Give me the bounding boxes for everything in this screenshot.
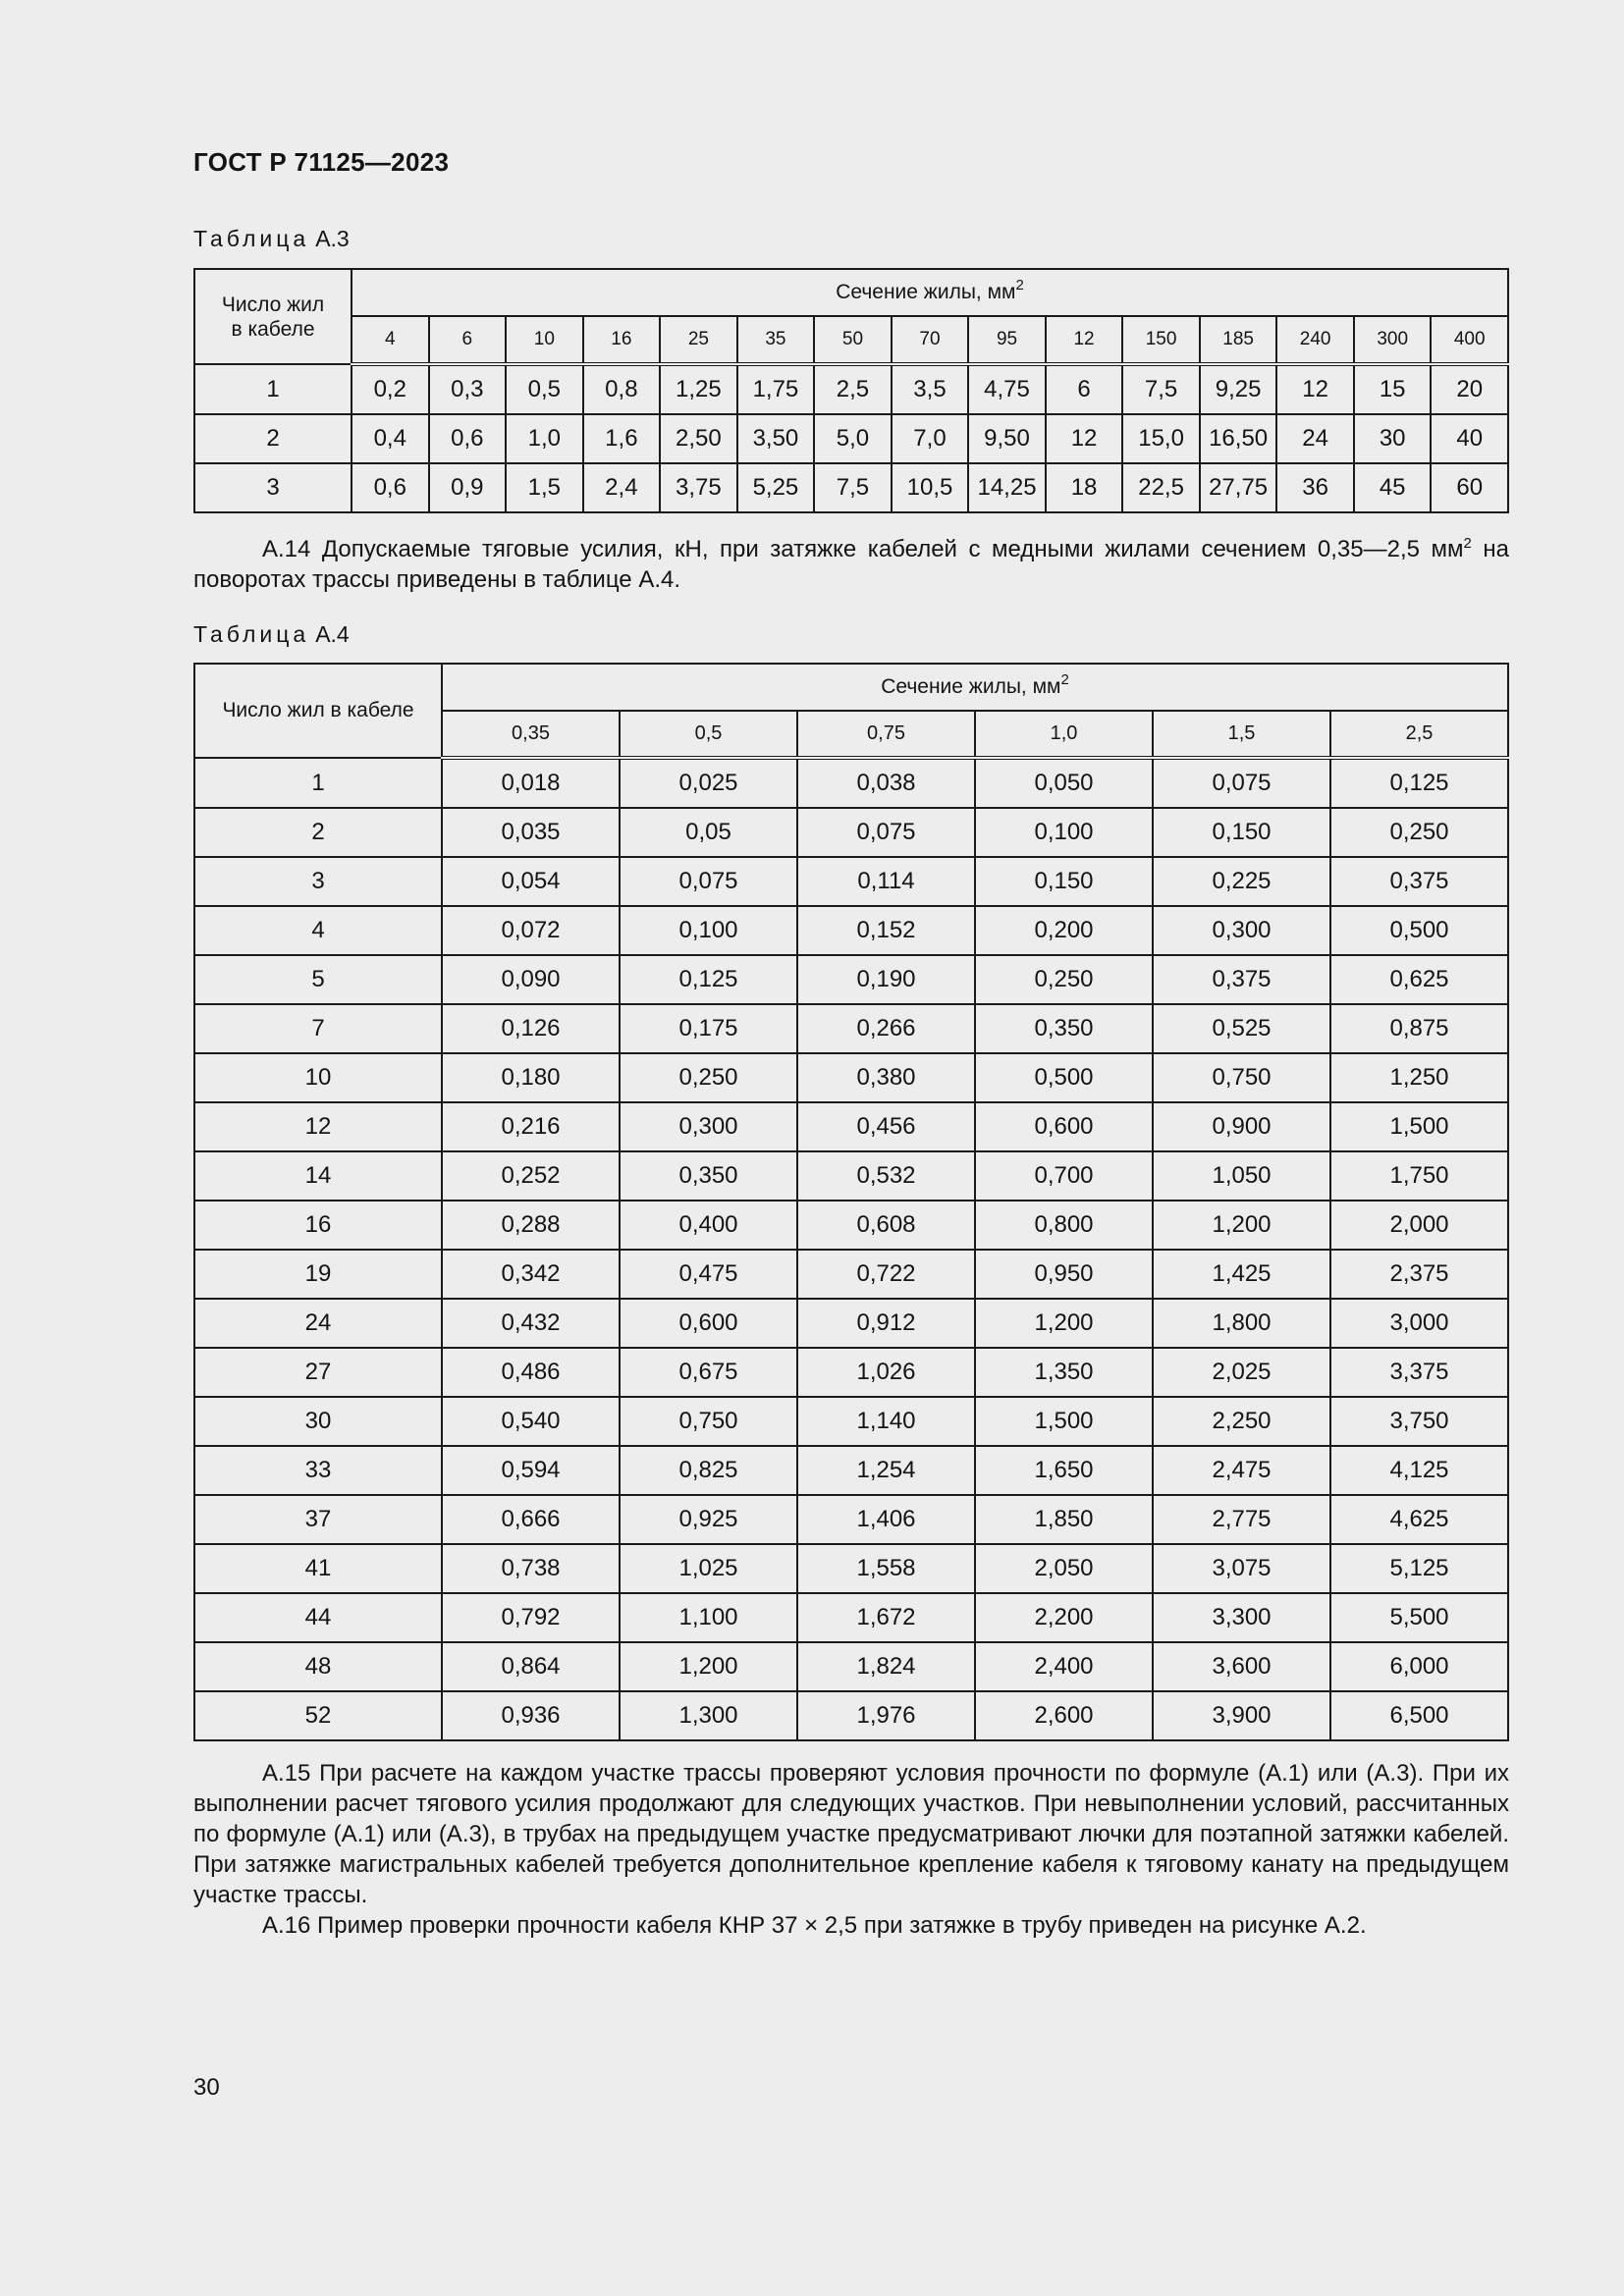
table-row	[194, 1250, 1508, 1299]
table-cell: 1,250	[1330, 1053, 1508, 1102]
table-a3-column-header: 95	[968, 316, 1046, 364]
table-cell: 1,650	[975, 1446, 1153, 1495]
table-cell: 1,75	[737, 364, 815, 414]
table-cell: 0,350	[620, 1151, 797, 1201]
table-a3-column-header: 300	[1354, 316, 1432, 364]
row-label-cell: 33	[194, 1446, 442, 1495]
table-cell: 2,375	[1330, 1250, 1508, 1299]
table-cell: 0,532	[797, 1151, 975, 1201]
table-cell: 7,5	[1122, 364, 1200, 414]
table-cell: 15	[1354, 364, 1432, 414]
table-row	[194, 1446, 1508, 1495]
table-cell: 0,800	[975, 1201, 1153, 1250]
paragraph-a14: А.14 Допускаемые тяговые усилия, кН, при затяжке кабелей с медными жилами сечением 0,35—2,5 $мм^2$ на поворотах трассы приведены в таблице А.4.	[193, 535, 1509, 593]
table-a4-column-header: 0,35	[442, 711, 620, 758]
table-cell: 1,025	[620, 1544, 797, 1593]
table-cell: 1,976	[797, 1691, 975, 1740]
row-label-cell: 16	[194, 1201, 442, 1250]
table-row	[194, 1593, 1508, 1642]
table-cell: 1,850	[975, 1495, 1153, 1544]
table-a3-column-header: 50	[814, 316, 892, 364]
table-cell: 0,072	[442, 906, 620, 955]
table-cell: 0,350	[975, 1004, 1153, 1053]
table-cell: 1,6	[583, 414, 661, 463]
row-label-cell: 10	[194, 1053, 442, 1102]
table-a3-column-header: 25	[660, 316, 737, 364]
table-cell: 1,406	[797, 1495, 975, 1544]
table-cell: 0,035	[442, 808, 620, 857]
row-label-cell: 12	[194, 1102, 442, 1151]
table-cell: 1,050	[1153, 1151, 1330, 1201]
table-cell: 0,625	[1330, 955, 1508, 1004]
table-cell: 2,775	[1153, 1495, 1330, 1544]
table-cell: 3,50	[737, 414, 815, 463]
table-cell: 0,200	[975, 906, 1153, 955]
table-a3-column-header: 6	[429, 316, 507, 364]
table-a4-rowhead: Число жил в кабеле	[194, 664, 442, 758]
table-row	[194, 1348, 1508, 1397]
table-a3-column-header: 400	[1431, 316, 1508, 364]
table-cell: 0,380	[797, 1053, 975, 1102]
table-row	[194, 1397, 1508, 1446]
table-cell: 22,5	[1122, 463, 1200, 512]
row-label-cell: 41	[194, 1544, 442, 1593]
table-cell: 0,700	[975, 1151, 1153, 1201]
table-cell: 0,125	[1330, 758, 1508, 808]
table-row	[194, 1642, 1508, 1691]
table-cell: 2,475	[1153, 1446, 1330, 1495]
table-a3-column-header: 16	[583, 316, 661, 364]
table-cell: 0,500	[1330, 906, 1508, 955]
table-a3-column-header: 35	[737, 316, 815, 364]
table-cell: 0,075	[797, 808, 975, 857]
table-cell: 2,050	[975, 1544, 1153, 1593]
table-cell: 0,486	[442, 1348, 620, 1397]
table-cell: 1,500	[975, 1397, 1153, 1446]
table-cell: 36	[1276, 463, 1354, 512]
row-label-cell: 3	[194, 463, 352, 512]
table-cell: 0,8	[583, 364, 661, 414]
table-cell: 0,250	[975, 955, 1153, 1004]
table-cell: 0,825	[620, 1446, 797, 1495]
table-a4-caption-number: А.4	[315, 621, 350, 647]
table-cell: 2,600	[975, 1691, 1153, 1740]
table-cell: 1,254	[797, 1446, 975, 1495]
table-cell: 0,126	[442, 1004, 620, 1053]
table-cell: 15,0	[1122, 414, 1200, 463]
table-cell: 0,190	[797, 955, 975, 1004]
table-cell: 0,114	[797, 857, 975, 906]
table-cell: 3,300	[1153, 1593, 1330, 1642]
table-cell: 0,288	[442, 1201, 620, 1250]
table-cell: 1,558	[797, 1544, 975, 1593]
table-a4-group-header: Сечение жилы, $мм^2$	[442, 664, 1508, 711]
table-cell: 0,025	[620, 758, 797, 808]
table-a4-caption	[193, 621, 350, 648]
table-cell: 6,500	[1330, 1691, 1508, 1740]
paragraph-a15: А.15 При расчете на каждом участке трассы проверяют условия прочности по формуле (А.1) или (А.3). При их выполнении расчет тягового усилия продолжают для следующих участков. При невыполнении условий, рассчитанных по формуле (А.1) или (А.3), в трубах на предыдущем участке предусматривают лючки для поэтапной затяжки кабелей. При затяжке магистральных кабелей требуется дополнительное крепление кабеля к тяговому канату на предыдущем участке трассы.	[193, 1760, 1509, 1908]
table-row	[194, 857, 1508, 906]
table-a3-column-header: 185	[1200, 316, 1277, 364]
row-label-cell: 27	[194, 1348, 442, 1397]
table-cell: 1,672	[797, 1593, 975, 1642]
table-cell: 3,75	[660, 463, 737, 512]
table-a3-column-headers	[194, 316, 1508, 364]
row-label-cell: 7	[194, 1004, 442, 1053]
table-a3-caption	[193, 226, 350, 252]
table-cell: 4,75	[968, 364, 1046, 414]
table-cell: 0,6	[429, 414, 507, 463]
row-label-cell: 2	[194, 414, 352, 463]
table-cell: 0,875	[1330, 1004, 1508, 1053]
table-cell: 1,824	[797, 1642, 975, 1691]
table-cell: 1,750	[1330, 1151, 1508, 1201]
table-cell: 0,100	[975, 808, 1153, 857]
table-cell: 24	[1276, 414, 1354, 463]
row-label-cell: 37	[194, 1495, 442, 1544]
table-cell: 0,300	[1153, 906, 1330, 955]
table-cell: 0,792	[442, 1593, 620, 1642]
table-a3-caption-word: Таблица	[193, 226, 310, 251]
table-a3-column-header: 10	[506, 316, 583, 364]
table-cell: 2,400	[975, 1642, 1153, 1691]
table-cell: 1,425	[1153, 1250, 1330, 1299]
table-cell: 0,090	[442, 955, 620, 1004]
table-cell: 0,075	[620, 857, 797, 906]
table-cell: 0,9	[429, 463, 507, 512]
table-cell: 0,375	[1153, 955, 1330, 1004]
table-a4-column-header: 0,5	[620, 711, 797, 758]
table-cell: 0,750	[1153, 1053, 1330, 1102]
table-row	[194, 463, 1508, 512]
table-row	[194, 1004, 1508, 1053]
table-cell: 0,250	[1330, 808, 1508, 857]
table-cell: 0,936	[442, 1691, 620, 1740]
table-cell: 3,000	[1330, 1299, 1508, 1348]
table-cell: 0,5	[506, 364, 583, 414]
table-cell: 0,2	[352, 364, 429, 414]
table-row	[194, 1102, 1508, 1151]
table-a4-column-header: 1,0	[975, 711, 1153, 758]
table-cell: 1,800	[1153, 1299, 1330, 1348]
table-cell: 7,5	[814, 463, 892, 512]
table-cell: 6	[1046, 364, 1123, 414]
table-cell: 0,152	[797, 906, 975, 955]
table-cell: 1,5	[506, 463, 583, 512]
paragraphs-a15-a16	[193, 1758, 1509, 1941]
table-cell: 2,5	[814, 364, 892, 414]
table-cell: 0,054	[442, 857, 620, 906]
table-cell: 9,25	[1200, 364, 1277, 414]
row-label-cell: 52	[194, 1691, 442, 1740]
table-cell: 0,125	[620, 955, 797, 1004]
table-cell: 0,342	[442, 1250, 620, 1299]
table-cell: 60	[1431, 463, 1508, 512]
table-a3-caption-number: А.3	[315, 226, 350, 251]
table-cell: 27,75	[1200, 463, 1277, 512]
table-cell: 0,594	[442, 1446, 620, 1495]
table-cell: 10,5	[892, 463, 969, 512]
row-label-cell: 19	[194, 1250, 442, 1299]
row-label-cell: 48	[194, 1642, 442, 1691]
table-cell: 12	[1046, 414, 1123, 463]
table-cell: 2,50	[660, 414, 737, 463]
page-number: 30	[193, 2074, 220, 2101]
table-a3-body	[194, 364, 1508, 512]
table-row	[194, 906, 1508, 955]
table-cell: 1,140	[797, 1397, 975, 1446]
table-a4-column-header: 2,5	[1330, 711, 1508, 758]
paragraph-a16: А.16 Пример проверки прочности кабеля КНР 37 × 2,5 при затяжке в трубу приведен на рисунке А.2.	[262, 1912, 1367, 1939]
table-cell: 1,500	[1330, 1102, 1508, 1151]
row-label-cell: 4	[194, 906, 442, 955]
table-cell: 5,0	[814, 414, 892, 463]
table-a3-column-header: 150	[1122, 316, 1200, 364]
table-cell: 1,350	[975, 1348, 1153, 1397]
table-cell: 0,666	[442, 1495, 620, 1544]
table-cell: 1,200	[620, 1642, 797, 1691]
table-row	[194, 1151, 1508, 1201]
row-label-cell: 3	[194, 857, 442, 906]
table-row	[194, 1201, 1508, 1250]
table-cell: 1,25	[660, 364, 737, 414]
table-cell: 3,5	[892, 364, 969, 414]
table-cell: 0,038	[797, 758, 975, 808]
table-cell: 0,722	[797, 1250, 975, 1299]
table-row	[194, 1544, 1508, 1593]
table-cell: 9,50	[968, 414, 1046, 463]
table-a3-column-header: 70	[892, 316, 969, 364]
table-cell: 0,150	[1153, 808, 1330, 857]
table-cell: 5,500	[1330, 1593, 1508, 1642]
table-cell: 4,625	[1330, 1495, 1508, 1544]
table-cell: 0,912	[797, 1299, 975, 1348]
table-cell: 0,180	[442, 1053, 620, 1102]
table-cell: 0,252	[442, 1151, 620, 1201]
table-cell: 7,0	[892, 414, 969, 463]
table-cell: 2,4	[583, 463, 661, 512]
table-a4-column-header: 0,75	[797, 711, 975, 758]
table-cell: 0,950	[975, 1250, 1153, 1299]
table-cell: 0,3	[429, 364, 507, 414]
table-cell: 2,000	[1330, 1201, 1508, 1250]
table-cell: 0,4	[352, 414, 429, 463]
table-cell: 0,738	[442, 1544, 620, 1593]
table-cell: 0,100	[620, 906, 797, 955]
table-cell: 1,0	[506, 414, 583, 463]
table-cell: 5,25	[737, 463, 815, 512]
table-cell: 0,6	[352, 463, 429, 512]
table-a3	[193, 268, 1509, 513]
row-label-cell: 14	[194, 1151, 442, 1201]
table-cell: 0,864	[442, 1642, 620, 1691]
table-a3-column-header: 240	[1276, 316, 1354, 364]
table-cell: 18	[1046, 463, 1123, 512]
table-cell: 0,750	[620, 1397, 797, 1446]
table-cell: 0,050	[975, 758, 1153, 808]
table-a4-column-header: 1,5	[1153, 711, 1330, 758]
table-a4-caption-word: Таблица	[193, 621, 310, 647]
table-cell: 0,375	[1330, 857, 1508, 906]
table-cell: 0,300	[620, 1102, 797, 1151]
table-cell: 40	[1431, 414, 1508, 463]
table-cell: 30	[1354, 414, 1432, 463]
table-cell: 3,375	[1330, 1348, 1508, 1397]
table-a3-rowhead-line1: Число жил	[221, 293, 325, 316]
table-cell: 2,200	[975, 1593, 1153, 1642]
table-cell: 1,200	[975, 1299, 1153, 1348]
row-label-cell: 44	[194, 1593, 442, 1642]
table-cell: 2,025	[1153, 1348, 1330, 1397]
table-cell: 0,018	[442, 758, 620, 808]
table-cell: 6,000	[1330, 1642, 1508, 1691]
table-cell: 0,266	[797, 1004, 975, 1053]
table-cell: 2,250	[1153, 1397, 1330, 1446]
table-cell: 0,175	[620, 1004, 797, 1053]
table-cell: 0,525	[1153, 1004, 1330, 1053]
table-cell: 45	[1354, 463, 1432, 512]
table-cell: 1,300	[620, 1691, 797, 1740]
table-cell: 0,500	[975, 1053, 1153, 1102]
table-cell: 0,432	[442, 1299, 620, 1348]
table-cell: 0,540	[442, 1397, 620, 1446]
table-cell: 20	[1431, 364, 1508, 414]
table-a3-column-header: 4	[352, 316, 429, 364]
table-row	[194, 1691, 1508, 1740]
table-row	[194, 414, 1508, 463]
table-row	[194, 758, 1508, 808]
table-cell: 16,50	[1200, 414, 1277, 463]
table-cell: 0,600	[620, 1299, 797, 1348]
table-cell: 3,900	[1153, 1691, 1330, 1740]
table-row	[194, 1495, 1508, 1544]
row-label-cell: 1	[194, 364, 352, 414]
table-cell: 3,600	[1153, 1642, 1330, 1691]
table-a3-rowhead	[194, 269, 352, 364]
table-cell: 0,925	[620, 1495, 797, 1544]
table-cell: 0,608	[797, 1201, 975, 1250]
table-row	[194, 808, 1508, 857]
table-cell: 0,675	[620, 1348, 797, 1397]
row-label-cell: 1	[194, 758, 442, 808]
table-cell: 0,225	[1153, 857, 1330, 906]
table-cell: 1,026	[797, 1348, 975, 1397]
table-cell: 0,150	[975, 857, 1153, 906]
table-a3-rowhead-line2: в кабеле	[231, 317, 315, 341]
table-row	[194, 1299, 1508, 1348]
table-cell: 0,075	[1153, 758, 1330, 808]
table-a3-column-header: 12	[1046, 316, 1123, 364]
table-cell: 3,750	[1330, 1397, 1508, 1446]
table-row	[194, 1053, 1508, 1102]
table-cell: 3,075	[1153, 1544, 1330, 1593]
table-cell: 0,600	[975, 1102, 1153, 1151]
table-cell: 0,250	[620, 1053, 797, 1102]
table-cell: 14,25	[968, 463, 1046, 512]
table-a4-body	[194, 758, 1508, 1740]
row-label-cell: 30	[194, 1397, 442, 1446]
table-cell: 4,125	[1330, 1446, 1508, 1495]
table-cell: 12	[1276, 364, 1354, 414]
document-code: ГОСТ Р 71125—2023	[193, 147, 450, 177]
table-cell: 0,456	[797, 1102, 975, 1151]
table-cell: 1,200	[1153, 1201, 1330, 1250]
table-a4	[193, 663, 1509, 1741]
table-cell: 0,900	[1153, 1102, 1330, 1151]
table-row	[194, 364, 1508, 414]
table-cell: 0,475	[620, 1250, 797, 1299]
row-label-cell: 24	[194, 1299, 442, 1348]
table-cell: 0,216	[442, 1102, 620, 1151]
table-cell: 0,400	[620, 1201, 797, 1250]
row-label-cell: 2	[194, 808, 442, 857]
table-a3-group-header: Сечение жилы, $мм^2$	[352, 269, 1508, 316]
table-cell: 1,100	[620, 1593, 797, 1642]
table-row	[194, 955, 1508, 1004]
row-label-cell: 5	[194, 955, 442, 1004]
table-cell: 0,05	[620, 808, 797, 857]
table-cell: 5,125	[1330, 1544, 1508, 1593]
